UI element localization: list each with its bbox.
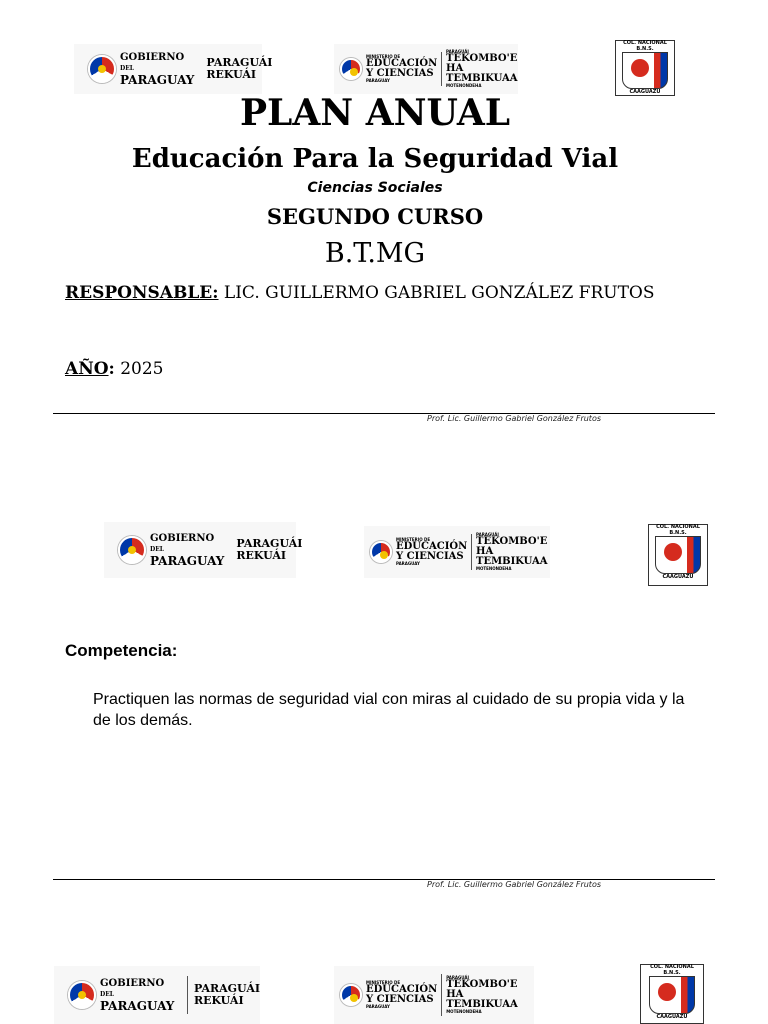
- mec-right1: TEKOMBO'E: [446, 979, 518, 990]
- competencia-text: Practiquen las normas de seguridad vial con miras al cuidado de su propia vida y la de los demás.: [93, 691, 685, 729]
- mec-line2: Y CIENCIAS: [366, 68, 434, 79]
- crest-shield-icon: [655, 536, 701, 574]
- year-colon: :: [108, 359, 115, 379]
- subject-title: Educación Para la Seguridad Vial: [131, 144, 619, 174]
- mec-right1: TEKOMBO'E: [476, 536, 548, 547]
- year-value: 2025: [120, 359, 164, 379]
- footer-author: Prof. Lic. Guillermo Gabriel González Frutos: [427, 414, 602, 423]
- competencia-heading: Competencia:: [65, 641, 178, 660]
- logo-divider: [471, 534, 472, 570]
- paraguay-flag-icon: [370, 541, 392, 563]
- crest-shield-icon: [649, 976, 695, 1014]
- responsible-value: LIC. GUILLERMO GABRIEL GONZÁLEZ FRUTOS: [223, 283, 655, 303]
- page-title: PLAN ANUAL: [239, 92, 511, 134]
- footer-rule: [53, 413, 715, 414]
- gobierno-right2: REKUÁI: [236, 549, 287, 562]
- course-title: SEGUNDO CURSO: [266, 204, 484, 229]
- crest-bottom: CAAGUAZU: [662, 574, 694, 580]
- mec-line1: EDUCACIÓN: [396, 541, 468, 552]
- gobierno-line1: GOBIERNO: [120, 51, 185, 63]
- ministerio-logo: [364, 526, 550, 578]
- mec-right2: HA TEMBIKUAA: [446, 989, 518, 1010]
- mec-right-small: PARAGUÁI: [446, 975, 470, 980]
- crest-mid: B.N.S.: [663, 969, 681, 976]
- gobierno-right1: PARAGUÁI: [206, 56, 273, 70]
- school-crest-logo: [648, 524, 708, 586]
- mec-small-top: MINISTERIO DE: [366, 54, 401, 59]
- mec-right-small-bottom: MOTENONDEHA: [446, 83, 482, 88]
- gobierno-logo: [104, 522, 303, 578]
- footer-author: Prof. Lic. Guillermo Gabriel González Frutos: [427, 880, 602, 889]
- gobierno-line1: GOBIERNO: [100, 977, 165, 989]
- gobierno-line2: PARAGUAY: [100, 998, 175, 1013]
- paraguay-flag-icon: [340, 984, 362, 1006]
- responsible-label: RESPONSABLE:: [65, 283, 219, 303]
- mec-right-small: PARAGUÁI: [446, 49, 469, 54]
- year-block: [65, 359, 164, 379]
- crest-shield-icon: [622, 52, 668, 89]
- mec-line1: EDUCACIÓN: [366, 58, 438, 69]
- mec-small-bottom: PARAGUAY: [366, 1004, 390, 1009]
- paraguay-flag-icon: [118, 536, 146, 564]
- mec-small-top: MINISTERIO DE: [396, 537, 431, 542]
- footer-rule: [53, 879, 715, 880]
- gobierno-right2: REKUÁI: [206, 68, 257, 81]
- gobierno-logo: [74, 44, 273, 94]
- gobierno-logo: [54, 966, 260, 1024]
- gobierno-del: DEL: [100, 990, 114, 998]
- gobierno-line2: PARAGUAY: [150, 553, 225, 568]
- gobierno-del: DEL: [150, 545, 164, 553]
- crest-top: COL. NACIONAL: [650, 964, 694, 970]
- mec-line2: Y CIENCIAS: [366, 994, 434, 1005]
- area-subtitle: Ciencias Sociales: [307, 180, 443, 196]
- mec-right-small-bottom: MOTENONDEHA: [446, 1009, 482, 1014]
- paraguay-flag-icon: [340, 58, 362, 80]
- responsible-block: [65, 283, 665, 304]
- crest-bottom: CAAGUAZU: [629, 89, 661, 95]
- crest-top: COL. NACIONAL: [623, 40, 667, 46]
- mec-right1: TEKOMBO'E: [446, 53, 518, 64]
- mec-right-small: PARAGUÁI: [476, 532, 499, 537]
- mec-right2: HA TEMBIKUAA: [476, 546, 548, 567]
- school-crest-logo: [615, 40, 675, 96]
- gobierno-line1: GOBIERNO: [150, 532, 215, 544]
- mec-small-bottom: PARAGUAY: [396, 561, 420, 566]
- paraguay-flag-icon: [68, 981, 96, 1009]
- mec-line1: EDUCACIÓN: [366, 984, 438, 995]
- logo-divider: [441, 52, 442, 86]
- mec-line2: Y CIENCIAS: [396, 551, 464, 562]
- gobierno-right1: PARAGUÁI: [236, 537, 303, 551]
- crest-top: COL. NACIONAL: [656, 524, 700, 530]
- gobierno-del: DEL: [120, 64, 134, 72]
- school-crest-logo: [640, 964, 704, 1024]
- track-title: B.T.MG: [324, 238, 426, 269]
- year-label: AÑO: [65, 359, 109, 379]
- gobierno-line2: PARAGUAY: [120, 72, 195, 87]
- crest-mid: B.N.S.: [669, 529, 687, 536]
- mec-right-small-bottom: MOTENONDEHA: [476, 566, 512, 571]
- mec-right2: HA TEMBIKUAA: [446, 63, 518, 84]
- ministerio-logo: [334, 44, 518, 94]
- mec-small-bottom: PARAGUAY: [366, 78, 390, 83]
- crest-bottom: CAAGUAZU: [656, 1014, 688, 1020]
- ministerio-logo: [334, 966, 534, 1024]
- paraguay-flag-icon: [88, 55, 116, 83]
- gobierno-right1: PARAGUÁI: [193, 982, 260, 996]
- mec-small-top: MINISTERIO DE: [366, 980, 401, 985]
- gobierno-right2: REKUÁI: [193, 994, 244, 1007]
- logo-divider: [187, 976, 188, 1014]
- logo-divider: [441, 974, 442, 1016]
- crest-mid: B.N.S.: [636, 45, 654, 52]
